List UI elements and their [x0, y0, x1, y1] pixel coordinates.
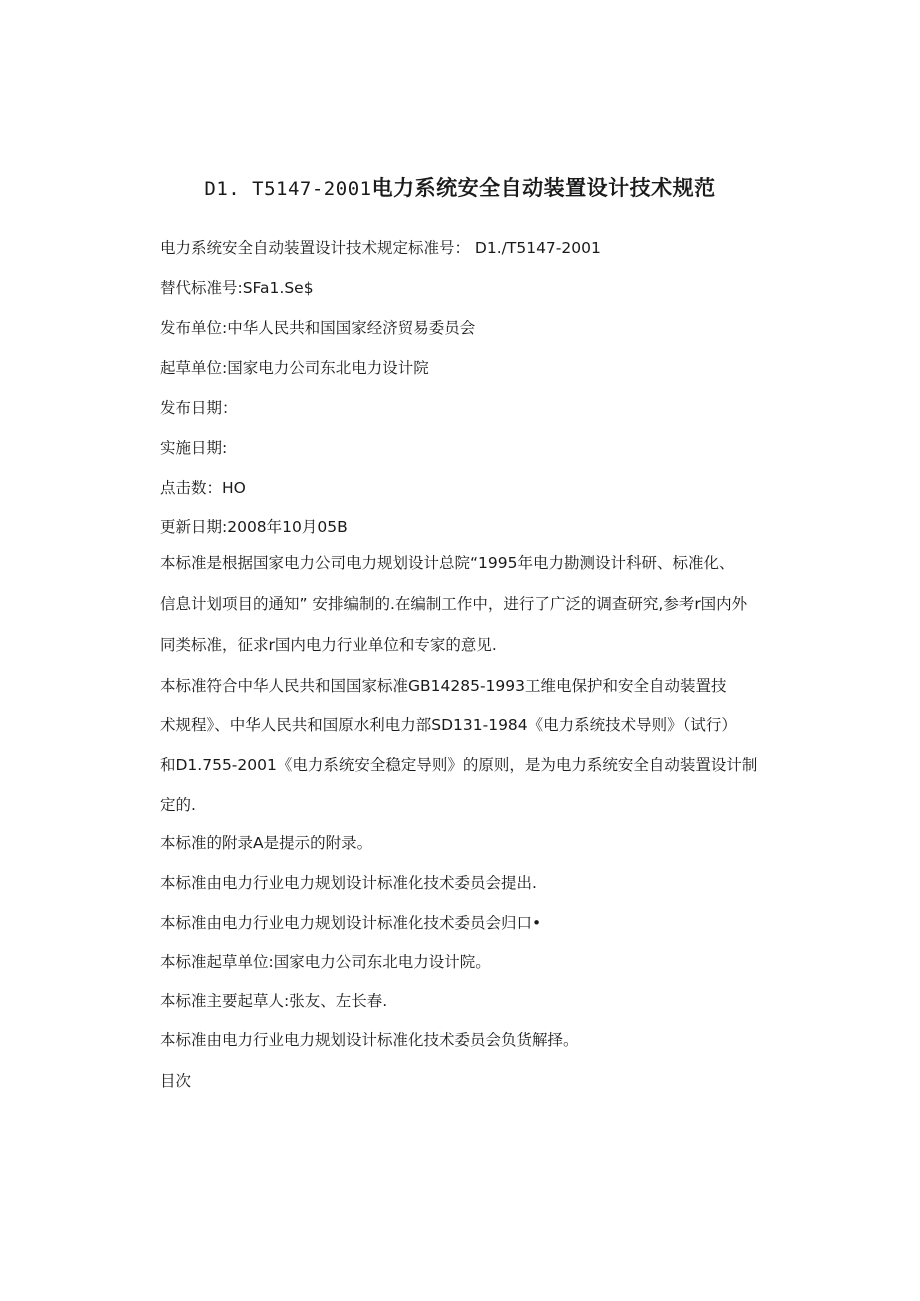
- paragraph-compliance-line: 本标准符合中华人民共和国国家标准GB14285-1993工维电保护和安全自动装置技: [160, 677, 727, 695]
- paragraph-compliance-line: 和D1.755-2001《电力系统安全稳定导则》的原则，是为电力系统安全自动装置设计制: [160, 756, 758, 774]
- meta-effective-date: 实施日期:: [160, 439, 228, 457]
- paragraph-managed-by: 本标准由电力行业电力规划设计标准化技术委员会归口•: [160, 914, 542, 932]
- paragraph-interpreted-by: 本标准由电力行业电力规划设计标准化技术委员会负货解择。: [160, 1031, 579, 1049]
- paragraph-compliance-line: 定的.: [160, 796, 196, 814]
- paragraph-background-line: 本标准是根据国家电力公司电力规划设计总院“1995年电力勘测设计科研、标准化、: [160, 554, 735, 572]
- paragraph-drafting-unit: 本标准起草单位:国家电力公司东北电力设计院。: [160, 953, 491, 971]
- paragraph-compliance-line: 术规程》、中华人民共和国原水利电力部SD131-1984《电力系统技术导则》（试行）: [160, 716, 737, 734]
- meta-issuer: 发布单位:中华人民共和国国家经济贸易委员会: [160, 319, 476, 337]
- document-title: [0, 172, 920, 202]
- meta-hit-count: 点击数：HO: [160, 479, 246, 497]
- section-heading-toc: 目次: [160, 1072, 192, 1090]
- paragraph-appendix: 本标准的附录A是提示的附录。: [160, 834, 373, 852]
- title-standard-code: D1. T5147-2001: [204, 178, 372, 200]
- paragraph-background-line: 信息计划项目的通知” 安排编制的.在编制工作中，进行了广泛的调查研究,参考r国内外: [160, 595, 748, 613]
- meta-replaced-number: 替代标准号:SFa1.Se$: [160, 279, 314, 297]
- meta-standard-number: 电力系统安全自动装置设计技术规定标准号： D1./T5147-2001: [160, 239, 601, 257]
- meta-issue-date: 发布日期：: [160, 399, 238, 417]
- meta-drafter: 起草单位:国家电力公司东北电力设计院: [160, 359, 429, 377]
- title-standard-name: 电力系统安全自动装置设计技术规范: [371, 176, 716, 200]
- paragraph-drafters: 本标准主要起草人:张友、左长春.: [160, 992, 388, 1010]
- meta-update-date: 更新日期:2008年10月05B: [160, 518, 348, 536]
- paragraph-proposed-by: 本标准由电力行业电力规划设计标准化技术委员会提出.: [160, 874, 537, 892]
- paragraph-background-line: 同类标准，征求r国内电力行业单位和专家的意见.: [160, 636, 497, 654]
